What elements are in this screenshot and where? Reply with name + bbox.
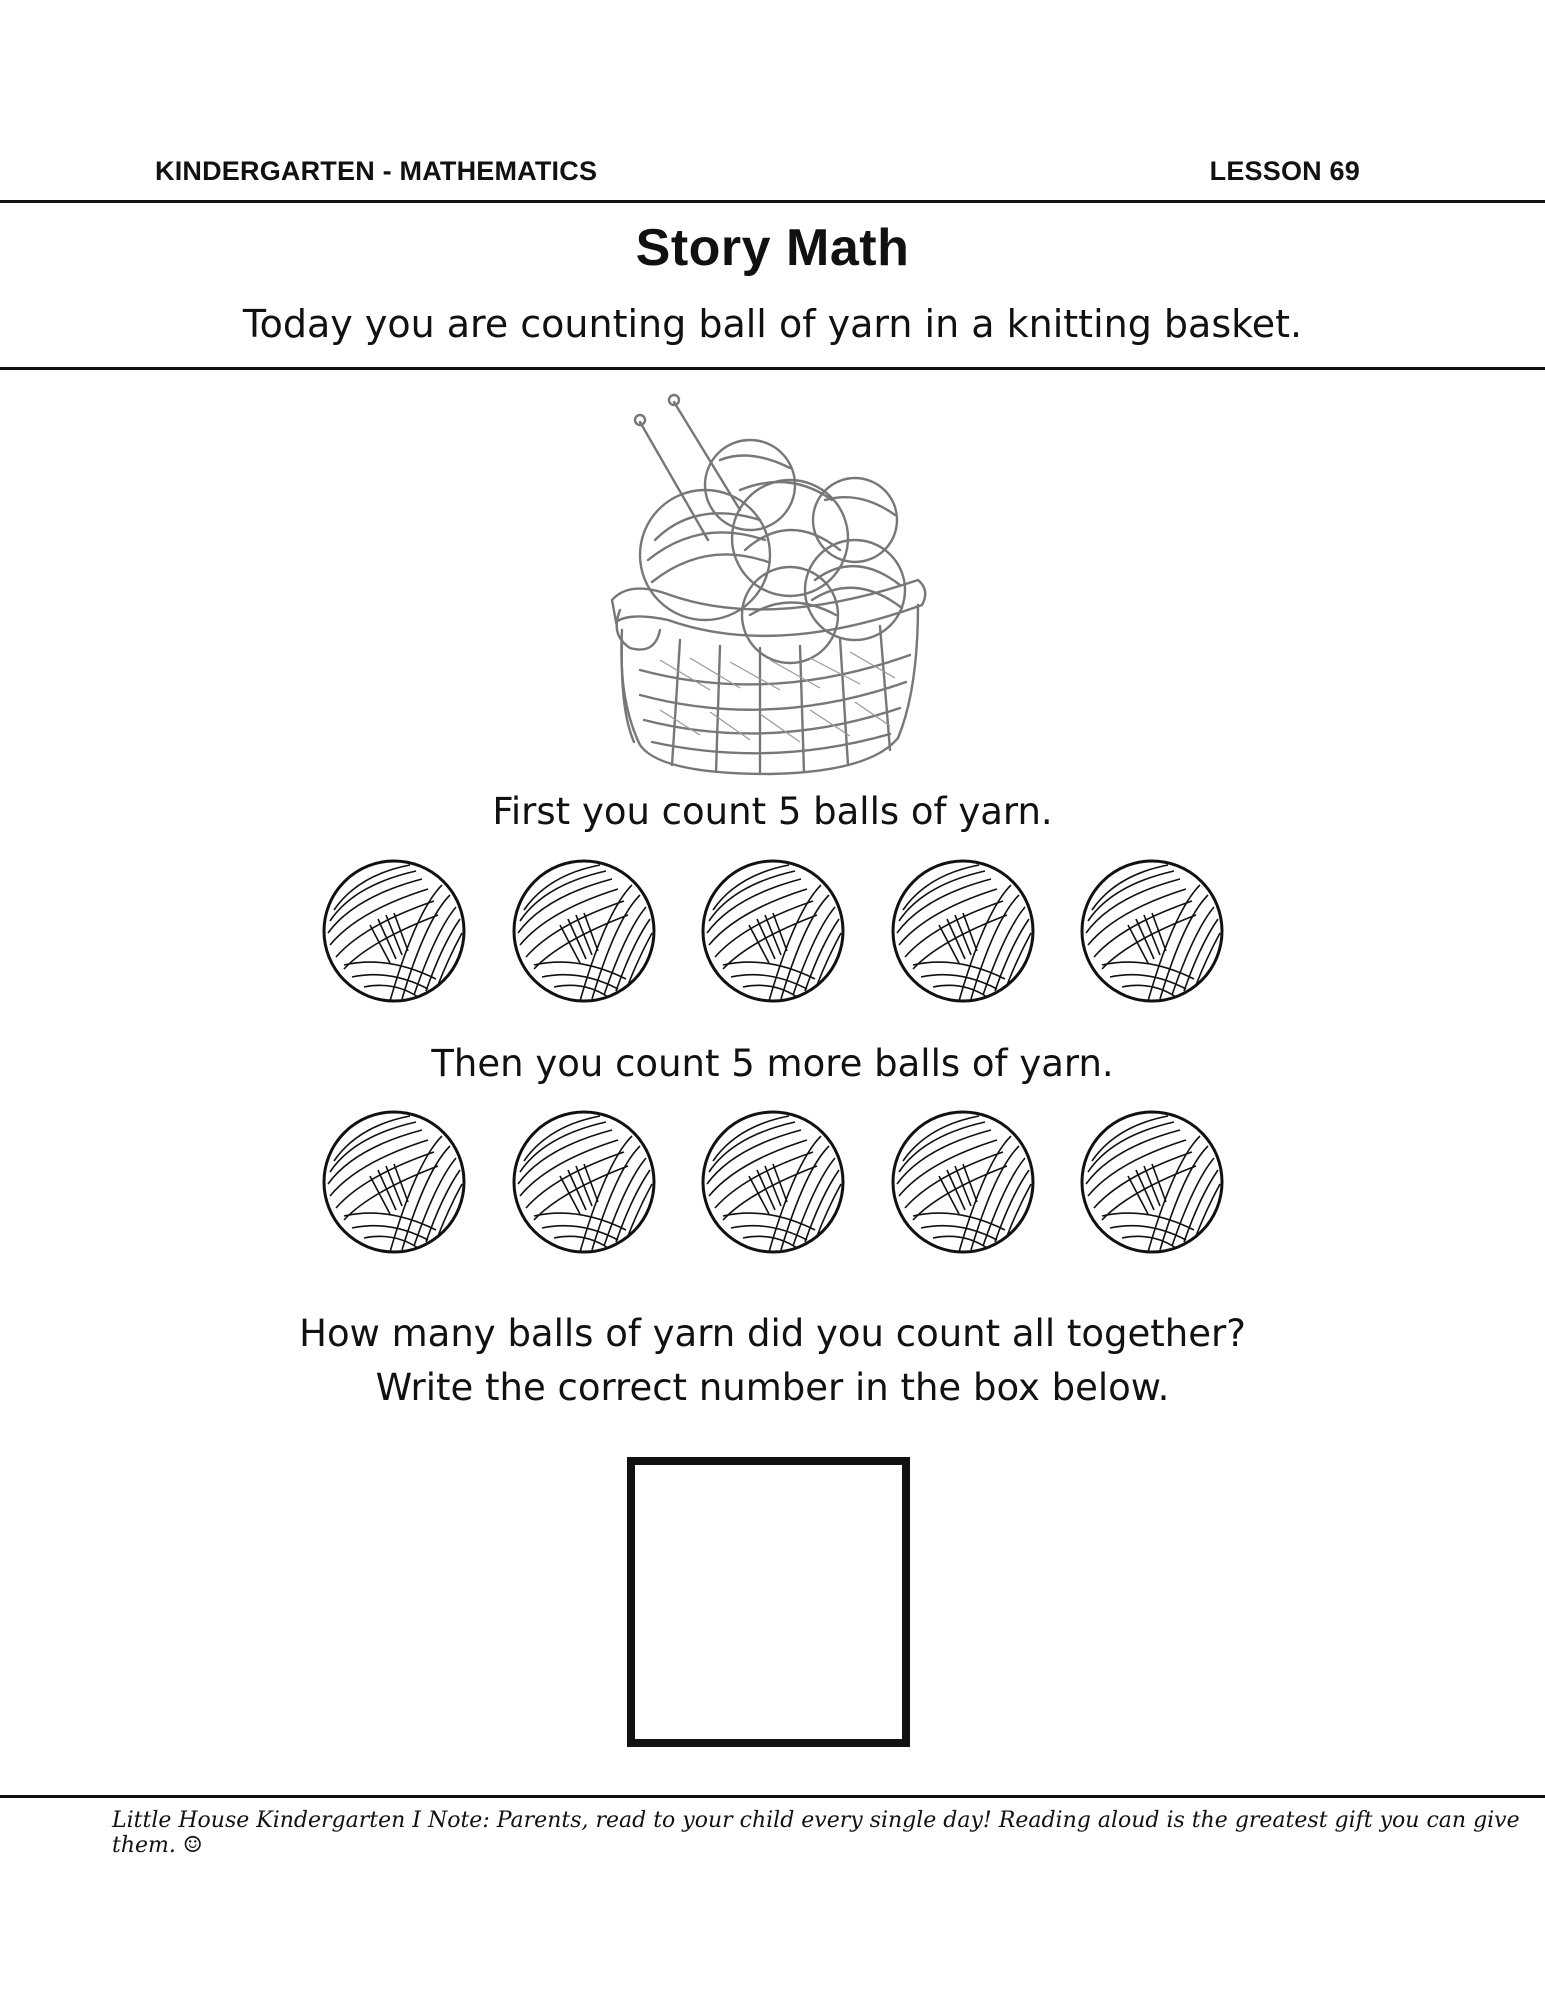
page-header: [155, 150, 1360, 190]
question-line-1: How many balls of yarn did you count all together?: [299, 1312, 1246, 1355]
yarn-ball-icon: [1076, 855, 1228, 1007]
header-divider-top: [0, 200, 1545, 203]
yarn-ball-icon: [1076, 1106, 1228, 1258]
question-line-2: Write the correct number in the box below.: [375, 1366, 1170, 1409]
yarn-ball-icon: [508, 855, 660, 1007]
page-subtitle: Today you are counting ball of yarn in a knitting basket.: [242, 302, 1303, 346]
yarn-ball-icon: [697, 1106, 849, 1258]
page-title: Story Math: [635, 219, 910, 277]
lesson-label: LESSON 69: [1209, 156, 1360, 186]
footer-note: Little House Kindergarten I Note: Parents, read to your child every single day! Reading aloud is the greatest gift you can give them. ☺: [112, 1808, 1520, 1858]
header-divider-bottom: [0, 367, 1545, 370]
yarn-ball-icon: [887, 855, 1039, 1007]
yarn-ball-icon: [318, 1106, 470, 1258]
subject-label: KINDERGARTEN - MATHEMATICS: [155, 156, 598, 186]
answer-box[interactable]: [627, 1457, 910, 1747]
footer-divider: [0, 1795, 1545, 1798]
second-yarn-row: [318, 1106, 1228, 1266]
first-yarn-row: [318, 855, 1228, 1015]
yarn-ball-icon: [887, 1106, 1039, 1258]
yarn-ball-icon: [318, 855, 470, 1007]
yarn-ball-icon: [697, 855, 849, 1007]
yarn-ball-icon: [508, 1106, 660, 1258]
second-count-text: Then you count 5 more balls of yarn.: [431, 1042, 1114, 1085]
first-count-text: First you count 5 balls of yarn.: [492, 790, 1053, 833]
knitting-basket-icon: [600, 390, 940, 780]
